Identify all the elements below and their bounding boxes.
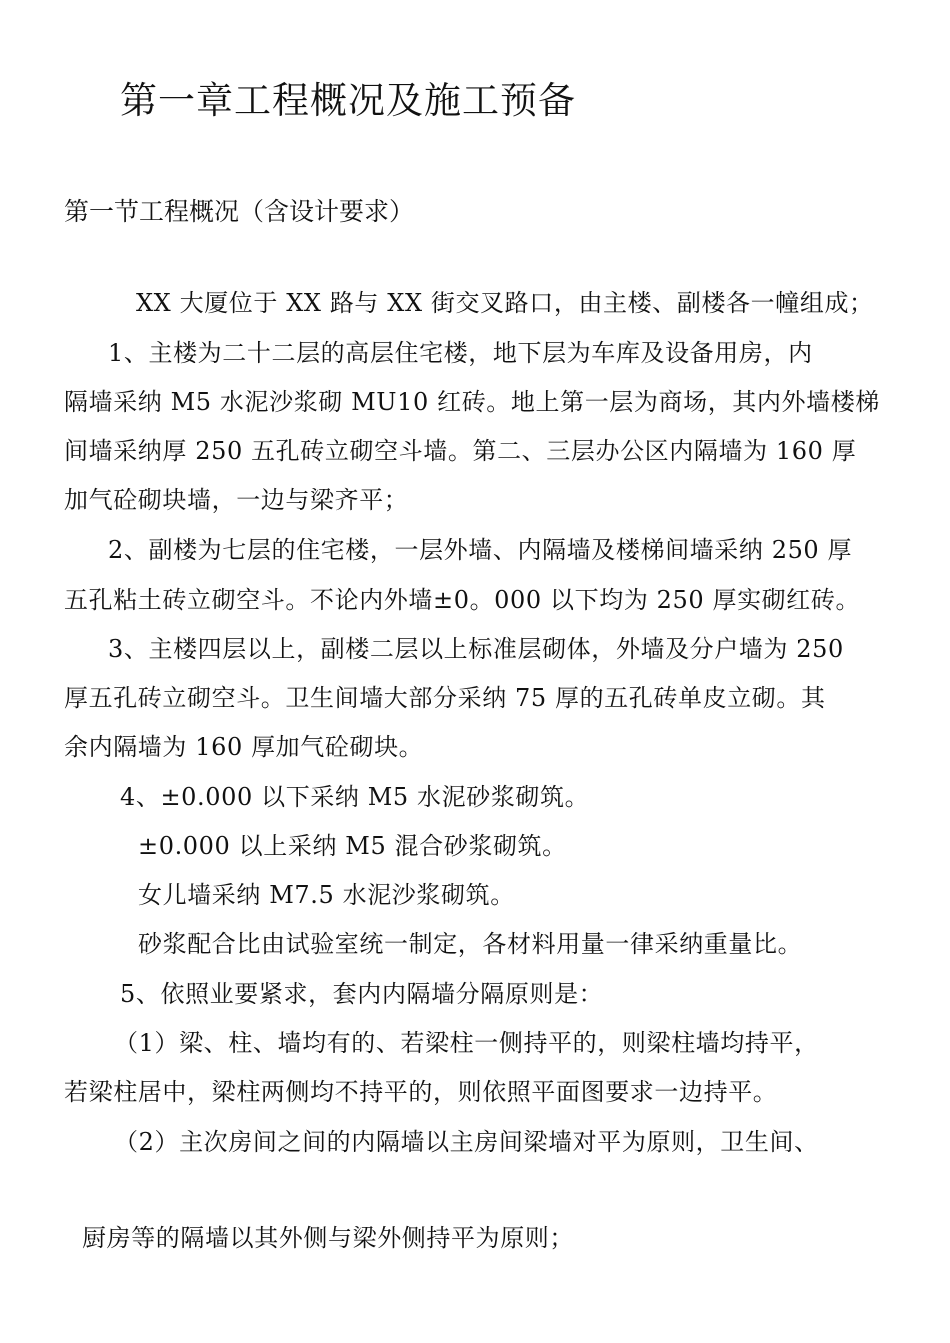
paragraph-line: 3、主楼四层以上，副楼二层以上标准层砌体，外墙及分户墙为 250 [108,635,844,663]
paragraph-line: ±0.000 以上采纳 M5 混合砂浆砌筑。 [138,832,567,860]
paragraph-line: （1）梁、柱、墙均有的、若梁柱一侧持平的，则梁柱墙均持平， [114,1029,819,1057]
paragraph-line: 若梁柱居中，梁柱两侧均不持平的，则依照平面图要求一边持平。 [64,1078,778,1106]
paragraph-line: 隔墙采纳 M5 水泥沙浆砌 MU10 红砖。地上第一层为商场，其内外墙楼梯 [64,388,880,416]
paragraph-line: 余内隔墙为 160 厚加气砼砌块。 [64,733,424,761]
paragraph-line: XX 大厦位于 XX 路与 XX 街交叉路口，由主楼、副楼各一幢组成； [136,289,874,317]
paragraph-line: （2）主次房间之间的内隔墙以主房间梁墙对平为原则，卫生间、 [114,1128,819,1156]
paragraph-line: 砂浆配合比由试验室统一制定，各材料用量一律采纳重量比。 [138,930,803,958]
paragraph-line: 间墙采纳厚 250 五孔砖立砌空斗墙。第二、三层办公区内隔墙为 160 厚 [64,437,857,465]
section-title: 第一节工程概况（含设计要求） [64,197,415,226]
paragraph-line: 5、依照业要紧求，套内内隔墙分隔原则是： [120,980,604,1008]
chapter-title: 第一章工程概况及施工预备 [120,79,576,122]
paragraph-line: 厚五孔砖立砌空斗。卫生间墙大部分采纳 75 厚的五孔砖单皮立砌。其 [64,684,826,712]
paragraph-line: 1、主楼为二十二层的高层住宅楼，地下层为车库及设备用房，内 [108,339,813,367]
paragraph-line: 加气砼砌块墙，一边与梁齐平； [64,486,409,514]
paragraph-line: 厨房等的隔墙以其外侧与梁外侧持平为原则； [82,1224,574,1252]
paragraph-line: 女儿墙采纳 M7.5 水泥沙浆砌筑。 [138,881,515,909]
paragraph-line: 4、±0.000 以下采纳 M5 水泥砂浆砌筑。 [120,783,590,811]
paragraph-line: 2、副楼为七层的住宅楼，一层外墙、内隔墙及楼梯间墙采纳 250 厚 [108,536,853,564]
paragraph-line: 五孔粘土砖立砌空斗。不论内外墙±0。000 以下均为 250 厚实砌红砖。 [64,586,861,614]
